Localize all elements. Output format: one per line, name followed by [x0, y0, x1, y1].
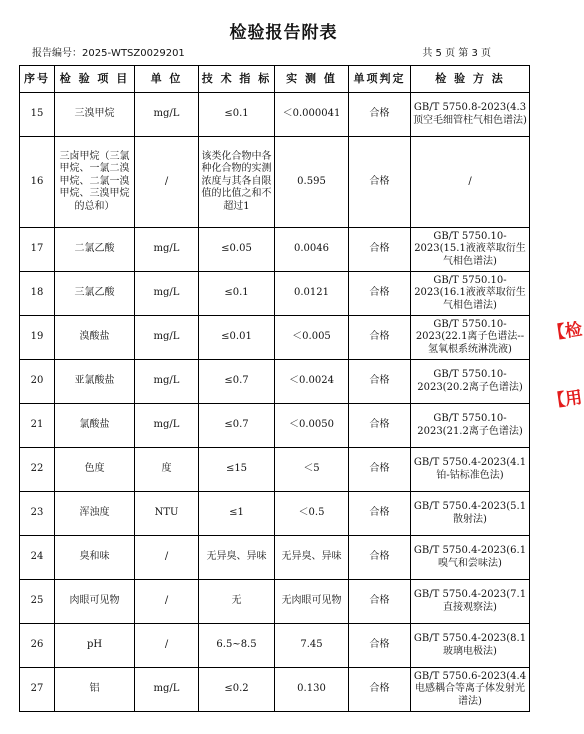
appendix-table	[19, 65, 530, 712]
col-header-unit: 单 位	[135, 66, 199, 93]
seal-stamp-fragment-top: 【检	[547, 319, 584, 345]
cell-item: 铝	[55, 668, 135, 712]
cell-unit: mg/L	[135, 228, 199, 272]
cell-value: 0.0046	[275, 228, 349, 272]
page-info: 共 5 页 第 3 页	[422, 48, 491, 59]
report-number: 报告编号：2025-WTSZ0029201	[32, 48, 185, 59]
cell-verdict: 合格	[349, 536, 411, 580]
cell-item: pH	[55, 624, 135, 668]
cell-unit: /	[135, 580, 199, 624]
seal-stamp-fragment-bottom: 【用	[547, 387, 584, 413]
cell-verdict: 合格	[349, 316, 411, 360]
cell-method: GB/T 5750.10-2023(22.1离子色谱法--氢氧根系统淋洗液)	[411, 316, 530, 360]
cell-verdict: 合格	[349, 272, 411, 316]
cell-value: ＜0.5	[275, 492, 349, 536]
cell-index: 19	[20, 316, 55, 360]
cell-spec: ≤0.1	[199, 93, 275, 137]
cell-item: 色度	[55, 448, 135, 492]
cell-method: GB/T 5750.8-2023(4.3顶空毛细管柱气相色谱法)	[411, 93, 530, 137]
table-row	[20, 316, 530, 360]
cell-value: ＜0.0024	[275, 360, 349, 404]
cell-unit: mg/L	[135, 316, 199, 360]
cell-verdict: 合格	[349, 668, 411, 712]
report-title: 检验报告附表	[229, 23, 338, 43]
col-header-spec: 技 术 指 标	[199, 66, 275, 93]
cell-method: GB/T 5750.10-2023(16.1液液萃取衍生气相色谱法)	[411, 272, 530, 316]
cell-item: 三卤甲烷（三氯甲烷、一氯二溴甲烷、二氯一溴甲烷、三溴甲烷的总和）	[55, 137, 135, 228]
cell-index: 26	[20, 624, 55, 668]
cell-verdict: 合格	[349, 93, 411, 137]
cell-item: 溴酸盐	[55, 316, 135, 360]
cell-verdict: 合格	[349, 137, 411, 228]
table-row	[20, 492, 530, 536]
cell-method: GB/T 5750.6-2023(4.4电感耦合等离子体发射光谱法)	[411, 668, 530, 712]
cell-spec: ≤0.7	[199, 360, 275, 404]
cell-method: GB/T 5750.4-2023(5.1散射法)	[411, 492, 530, 536]
cell-method: GB/T 5750.4-2023(8.1玻璃电极法)	[411, 624, 530, 668]
cell-index: 27	[20, 668, 55, 712]
col-header-method: 检 验 方 法	[411, 66, 530, 93]
cell-item: 浑浊度	[55, 492, 135, 536]
cell-method: /	[411, 137, 530, 228]
col-header-value: 实 测 值	[275, 66, 349, 93]
table-row	[20, 228, 530, 272]
cell-verdict: 合格	[349, 228, 411, 272]
cell-value: ＜0.005	[275, 316, 349, 360]
cell-spec: ≤0.05	[199, 228, 275, 272]
cell-index: 25	[20, 580, 55, 624]
cell-index: 24	[20, 536, 55, 580]
cell-index: 18	[20, 272, 55, 316]
table-row	[20, 448, 530, 492]
cell-unit: mg/L	[135, 668, 199, 712]
cell-method: GB/T 5750.4-2023(7.1直接观察法)	[411, 580, 530, 624]
header-row	[20, 66, 530, 93]
table-row	[20, 536, 530, 580]
cell-unit: /	[135, 536, 199, 580]
cell-index: 17	[20, 228, 55, 272]
table-row	[20, 404, 530, 448]
cell-item: 三溴甲烷	[55, 93, 135, 137]
table-row	[20, 360, 530, 404]
cell-spec: ≤0.7	[199, 404, 275, 448]
cell-unit: mg/L	[135, 93, 199, 137]
cell-item: 二氯乙酸	[55, 228, 135, 272]
cell-item: 肉眼可见物	[55, 580, 135, 624]
cell-unit: mg/L	[135, 272, 199, 316]
cell-index: 16	[20, 137, 55, 228]
cell-spec: ≤0.1	[199, 272, 275, 316]
cell-verdict: 合格	[349, 404, 411, 448]
cell-unit: 度	[135, 448, 199, 492]
cell-index: 21	[20, 404, 55, 448]
cell-method: GB/T 5750.10-2023(15.1液液萃取衍生气相色谱法)	[411, 228, 530, 272]
cell-index: 23	[20, 492, 55, 536]
cell-verdict: 合格	[349, 624, 411, 668]
cell-item: 三氯乙酸	[55, 272, 135, 316]
cell-value: 无肉眼可见物	[275, 580, 349, 624]
col-header-index: 序号	[20, 66, 55, 93]
cell-value: ＜5	[275, 448, 349, 492]
cell-index: 15	[20, 93, 55, 137]
table-row	[20, 668, 530, 712]
cell-method: GB/T 5750.10-2023(21.2离子色谱法)	[411, 404, 530, 448]
cell-verdict: 合格	[349, 492, 411, 536]
cell-spec: ≤0.2	[199, 668, 275, 712]
cell-method: GB/T 5750.10-2023(20.2离子色谱法)	[411, 360, 530, 404]
cell-unit: /	[135, 137, 199, 228]
cell-item: 氯酸盐	[55, 404, 135, 448]
table-row	[20, 624, 530, 668]
cell-spec: ≤1	[199, 492, 275, 536]
col-header-verdict: 单项判定	[349, 66, 411, 93]
cell-unit: mg/L	[135, 404, 199, 448]
cell-spec: 无异臭、异味	[199, 536, 275, 580]
cell-spec: ≤15	[199, 448, 275, 492]
cell-value: 0.0121	[275, 272, 349, 316]
cell-value: 7.45	[275, 624, 349, 668]
cell-item: 臭和味	[55, 536, 135, 580]
cell-unit: NTU	[135, 492, 199, 536]
cell-spec: 6.5~8.5	[199, 624, 275, 668]
cell-unit: /	[135, 624, 199, 668]
table-row	[20, 137, 530, 228]
cell-verdict: 合格	[349, 580, 411, 624]
cell-method: GB/T 5750.4-2023(4.1铂-钴标准色法)	[411, 448, 530, 492]
cell-index: 20	[20, 360, 55, 404]
table-row	[20, 272, 530, 316]
cell-spec: 该类化合物中各种化合物的实测浓度与其各自限值的比值之和不超过1	[199, 137, 275, 228]
table-row	[20, 93, 530, 137]
cell-verdict: 合格	[349, 360, 411, 404]
cell-value: ＜0.000041	[275, 93, 349, 137]
cell-unit: mg/L	[135, 360, 199, 404]
cell-value: ＜0.0050	[275, 404, 349, 448]
cell-value: 0.130	[275, 668, 349, 712]
cell-item: 亚氯酸盐	[55, 360, 135, 404]
cell-spec: 无	[199, 580, 275, 624]
cell-index: 22	[20, 448, 55, 492]
col-header-item: 检 验 项 目	[55, 66, 135, 93]
table-row	[20, 580, 530, 624]
cell-verdict: 合格	[349, 448, 411, 492]
cell-value: 0.595	[275, 137, 349, 228]
cell-method: GB/T 5750.4-2023(6.1嗅气和尝味法)	[411, 536, 530, 580]
cell-spec: ≤0.01	[199, 316, 275, 360]
cell-value: 无异臭、异味	[275, 536, 349, 580]
